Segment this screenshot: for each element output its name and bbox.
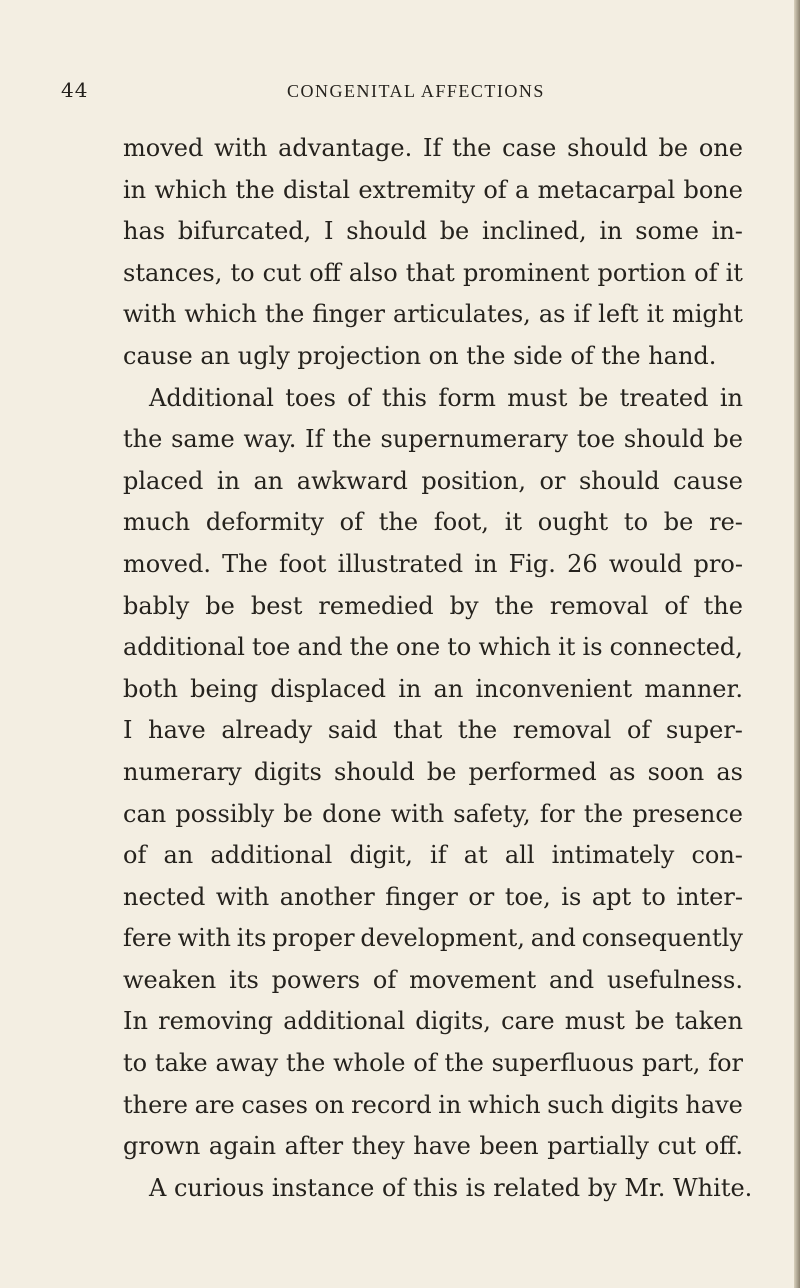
word: have	[685, 1090, 743, 1119]
word: toe,	[504, 882, 551, 911]
word: foot	[279, 549, 327, 578]
word: proper	[272, 924, 355, 953]
word: some	[635, 217, 699, 246]
word: powers	[271, 965, 361, 994]
word: of	[123, 841, 147, 870]
word: moved.	[123, 549, 211, 578]
word: which	[184, 300, 257, 329]
text-line	[123, 1085, 743, 1127]
word: soon	[647, 757, 705, 786]
word: the	[703, 591, 743, 620]
word: toe	[252, 633, 291, 662]
word: as	[538, 300, 566, 329]
word: can	[123, 799, 167, 828]
body-text	[123, 128, 753, 1228]
word: removal	[549, 591, 649, 620]
text-line	[123, 294, 743, 336]
word: The	[222, 549, 268, 578]
text-line	[123, 710, 743, 752]
word: at	[463, 841, 488, 870]
word: or	[539, 466, 566, 495]
word: of	[339, 508, 364, 537]
word: must	[564, 1007, 625, 1036]
word: in	[719, 383, 743, 412]
word: be	[205, 591, 235, 620]
word: on	[314, 1090, 345, 1119]
text-line	[123, 877, 743, 919]
word: should	[333, 757, 415, 786]
word: ought	[537, 508, 609, 537]
text-line	[123, 128, 743, 170]
word: deformity	[205, 508, 324, 537]
word: for	[708, 1049, 743, 1078]
word: as	[716, 757, 743, 786]
text-line	[123, 211, 743, 253]
word: to	[641, 882, 666, 911]
word: and	[297, 633, 343, 662]
word: be	[635, 1007, 665, 1036]
word: in	[599, 217, 623, 246]
word: its	[229, 965, 259, 994]
word: might	[672, 300, 743, 329]
word: performed	[468, 757, 597, 786]
word: be	[713, 425, 743, 454]
word: pro-	[693, 549, 743, 578]
running-title: CONGENITAL AFFECTIONS	[287, 81, 545, 101]
word: best	[250, 591, 303, 620]
word: bone	[683, 175, 743, 204]
word: the	[378, 508, 419, 537]
page-edge-shadow	[794, 0, 800, 1288]
word: fere	[123, 924, 172, 953]
word: the	[286, 1049, 326, 1078]
word: the	[235, 175, 275, 204]
word: the	[265, 300, 305, 329]
word: already	[221, 716, 313, 745]
word: portion	[597, 258, 687, 287]
word: must	[507, 383, 568, 412]
word: finger	[385, 882, 458, 911]
word: been	[479, 1132, 539, 1161]
word: presence	[632, 799, 743, 828]
word: in	[216, 466, 240, 495]
word: take	[154, 1049, 208, 1078]
word: such	[547, 1090, 604, 1119]
word: part,	[641, 1049, 701, 1078]
word: additional	[283, 1007, 406, 1036]
text-line	[123, 960, 743, 1002]
word: that	[405, 258, 455, 287]
word: an	[433, 674, 464, 703]
word: of	[664, 591, 688, 620]
word: all	[504, 841, 535, 870]
word: of	[413, 1049, 437, 1078]
word: much	[123, 508, 191, 537]
word: and	[549, 965, 595, 994]
word: If	[422, 134, 442, 162]
word: would	[608, 549, 683, 578]
word: additional	[210, 841, 333, 870]
word: there	[123, 1090, 188, 1119]
word: bably	[123, 591, 190, 620]
word: another	[279, 882, 375, 911]
word: an	[163, 841, 194, 870]
word: one	[396, 633, 441, 662]
text-line: A curious instance of this is related by Mr. White.	[149, 1173, 753, 1202]
word: consequently	[581, 924, 743, 953]
word: form	[438, 383, 496, 412]
text-line	[123, 669, 743, 711]
word: partially	[547, 1132, 649, 1161]
word: position,	[421, 466, 527, 495]
word: with	[177, 924, 231, 953]
word: stances,	[123, 258, 223, 287]
word: development,	[360, 924, 525, 953]
word: record	[351, 1090, 432, 1119]
word: of	[694, 258, 718, 287]
word: have	[148, 716, 206, 745]
word: inconvenient	[475, 674, 633, 703]
text-line	[123, 1043, 743, 1085]
word: the	[444, 1049, 484, 1078]
text-line	[123, 1126, 743, 1168]
word: it	[725, 258, 743, 287]
word: intimately	[551, 841, 675, 870]
word: if	[573, 300, 591, 329]
page-number: 44	[61, 78, 89, 102]
text-line	[123, 918, 743, 960]
word: displaced	[270, 674, 387, 703]
word: taken	[674, 1007, 743, 1036]
word: Fig.	[508, 549, 556, 578]
word: inter-	[676, 882, 743, 911]
word: to	[447, 633, 472, 662]
word: metacarpal	[537, 175, 676, 204]
word: which	[468, 1090, 541, 1119]
word: of	[347, 383, 371, 412]
word: also	[348, 258, 398, 287]
word: awkward	[296, 466, 408, 495]
text-line	[123, 502, 743, 544]
word: digit,	[349, 841, 413, 870]
word: re-	[709, 508, 743, 537]
word: placed	[123, 466, 204, 495]
word: nected	[123, 882, 206, 911]
word: to	[623, 508, 649, 537]
word: it	[646, 300, 664, 329]
word: said	[327, 716, 378, 745]
text-line	[123, 835, 743, 877]
word: to	[123, 1049, 148, 1078]
word: which	[154, 175, 228, 204]
word: foot,	[433, 508, 489, 537]
word: Additional	[149, 383, 274, 412]
word: in	[438, 1090, 462, 1119]
word: be	[439, 217, 470, 246]
word: and	[530, 924, 576, 953]
word: off	[309, 258, 341, 287]
word: one	[698, 134, 743, 162]
word: be	[663, 508, 694, 537]
word: grown	[123, 1132, 201, 1161]
word: is	[582, 633, 603, 662]
text-line	[123, 794, 743, 836]
word: away	[215, 1049, 279, 1078]
word: they	[351, 1132, 405, 1161]
word: this	[381, 383, 427, 412]
word: the	[494, 591, 534, 620]
word: in	[398, 674, 422, 703]
word: be	[658, 134, 689, 162]
word: remedied	[318, 591, 434, 620]
text-line	[123, 627, 743, 669]
word: the	[349, 633, 389, 662]
word: it	[558, 633, 576, 662]
word: whole	[333, 1049, 406, 1078]
word: it	[504, 508, 523, 537]
word: connected,	[609, 633, 743, 662]
word: moved	[123, 134, 204, 162]
word: as	[608, 757, 636, 786]
word: is	[561, 882, 582, 911]
word: advantage.	[278, 134, 413, 162]
word: numerary	[123, 757, 242, 786]
text-line	[123, 378, 743, 420]
word: has	[123, 217, 166, 246]
word: a	[515, 175, 530, 204]
text-line	[123, 1001, 743, 1043]
word: movement	[409, 965, 537, 994]
word: cause	[673, 466, 743, 495]
word: removal	[512, 716, 612, 745]
word: of	[626, 716, 651, 745]
word: If	[305, 425, 324, 454]
text-line	[123, 752, 743, 794]
word: that	[393, 716, 443, 745]
word: inclined,	[482, 217, 587, 246]
word: articulates,	[392, 300, 531, 329]
word: after	[284, 1132, 344, 1161]
text-line	[123, 419, 743, 461]
word: In	[123, 1007, 148, 1036]
word: with	[214, 134, 268, 162]
word: toes	[285, 383, 336, 412]
word: care	[501, 1007, 555, 1036]
word: cut	[262, 258, 302, 287]
word: be	[283, 799, 313, 828]
word: by	[449, 591, 479, 620]
word: digits	[253, 757, 322, 786]
text-line	[123, 170, 743, 212]
word: left	[598, 300, 639, 329]
word: should	[567, 134, 648, 162]
running-head	[0, 78, 800, 108]
word: extremity	[358, 175, 476, 204]
word: should	[578, 466, 660, 495]
word: to	[230, 258, 255, 287]
word: of	[372, 965, 397, 994]
word: or	[468, 882, 495, 911]
word: apt	[591, 882, 632, 911]
word: again	[208, 1132, 277, 1161]
text-line	[123, 544, 743, 586]
word: superfluous	[491, 1049, 635, 1078]
word: for	[539, 799, 575, 828]
word: toe	[576, 425, 616, 454]
word: con-	[691, 841, 743, 870]
word: illustrated	[337, 549, 464, 578]
word: should	[346, 217, 427, 246]
word: safety,	[453, 799, 531, 828]
word: have	[413, 1132, 471, 1161]
word: bifurcated,	[177, 217, 312, 246]
word: be	[426, 757, 457, 786]
word: digits,	[415, 1007, 491, 1036]
word: finger	[312, 300, 385, 329]
word: with	[215, 882, 270, 911]
word: an	[253, 466, 284, 495]
word: off.	[704, 1132, 743, 1161]
word: done	[322, 799, 382, 828]
word: supernumerary	[380, 425, 568, 454]
word: weaken	[123, 965, 217, 994]
word: which	[478, 633, 552, 662]
word: of	[483, 175, 507, 204]
word: with	[123, 300, 177, 329]
word: cases	[241, 1090, 308, 1119]
word: 26	[567, 549, 598, 578]
word: the	[457, 716, 498, 745]
word: case	[502, 134, 557, 162]
word: prominent	[462, 258, 590, 287]
word: usefulness.	[607, 965, 743, 994]
word: in	[123, 175, 147, 204]
word: both	[123, 674, 178, 703]
word: the	[123, 425, 163, 454]
text-line	[123, 461, 743, 503]
word: the	[332, 425, 372, 454]
word: in	[474, 549, 498, 578]
word: should	[623, 425, 705, 454]
word: digits	[610, 1090, 679, 1119]
word: treated	[619, 383, 709, 412]
text-line: cause an ugly projection on the side of the hand.	[123, 341, 717, 370]
word: be	[578, 383, 609, 412]
word: distal	[283, 175, 350, 204]
word: are	[194, 1090, 235, 1119]
word: additional	[123, 633, 245, 662]
word: same	[171, 425, 235, 454]
text-line	[123, 586, 743, 628]
word: I	[324, 217, 334, 246]
word: its	[236, 924, 267, 953]
word: being	[190, 674, 259, 703]
word: super-	[665, 716, 743, 745]
word: in-	[711, 217, 743, 246]
word: if	[430, 841, 447, 870]
word: way.	[243, 425, 297, 454]
word: cut	[657, 1132, 697, 1161]
word: the	[583, 799, 624, 828]
text-line	[123, 253, 743, 295]
word: removing	[158, 1007, 274, 1036]
word: possibly	[175, 799, 275, 828]
word: manner.	[644, 674, 743, 703]
word: the	[452, 134, 492, 162]
word: I	[123, 716, 133, 745]
word: with	[390, 799, 445, 828]
